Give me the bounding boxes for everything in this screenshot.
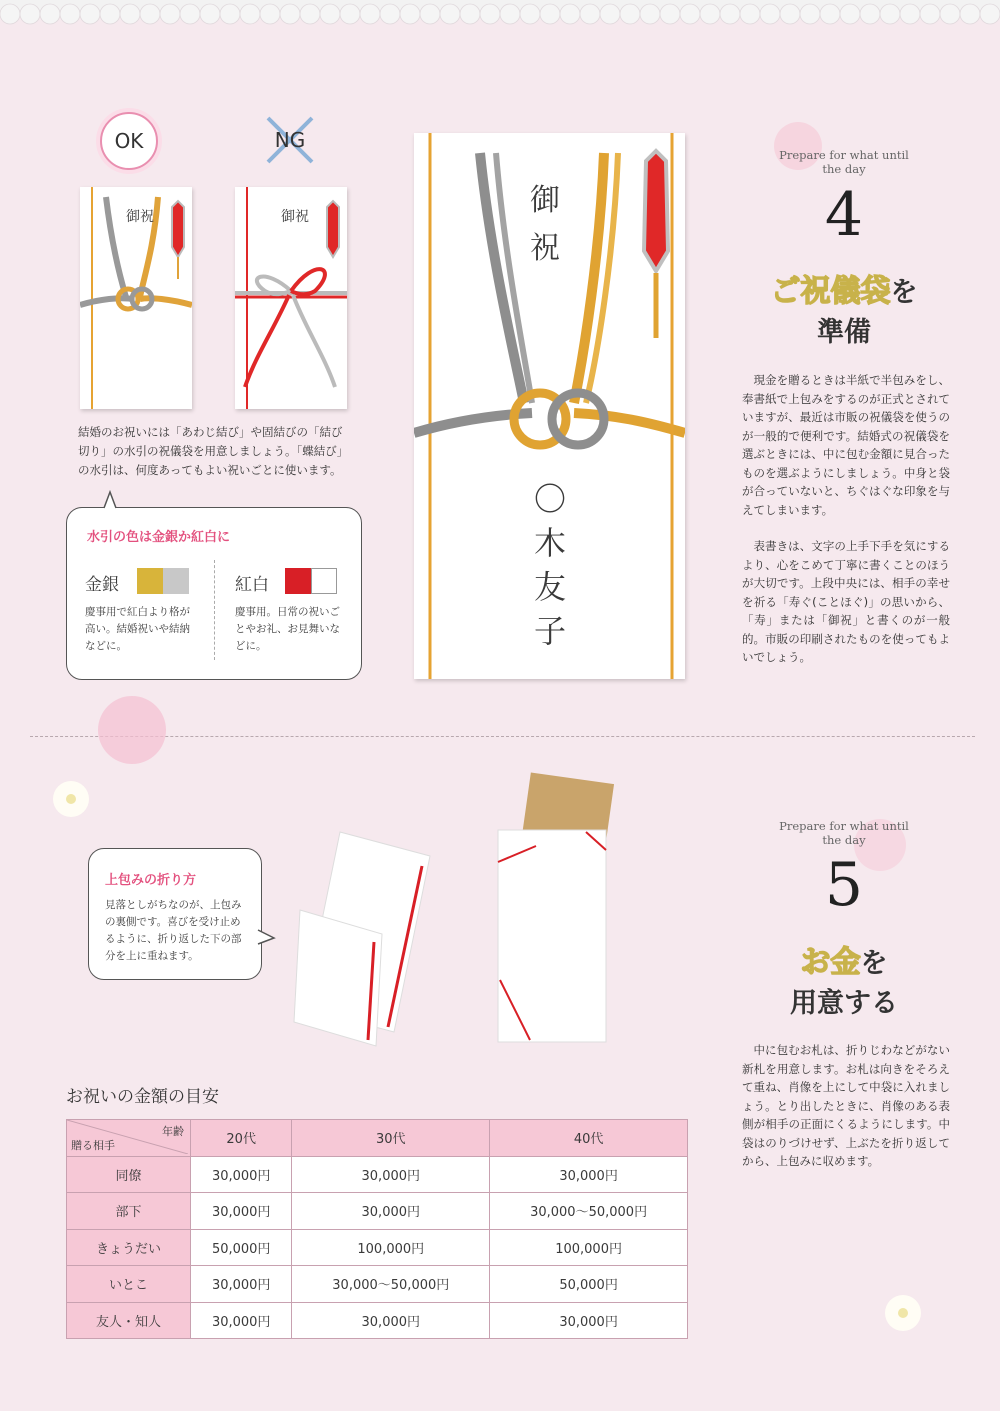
row-header: 友人・知人 — [67, 1302, 191, 1339]
table-cell: 30,000円 — [490, 1302, 688, 1339]
row-header: いとこ — [67, 1266, 191, 1303]
section4-body: 現金を贈るときは半紙で半包みをし、奉書紙で上包みをするのが正式とされていますが、最近は市販の祝儀袋を使うのが一般的で便利です。結婚式の祝儀袋を選ぶときには、中に包む金額に見合ったものを選ぶようにしましょう。中身と袋が合っていないと、ちぐはぐな印象を与えてしまいます。 — [742, 373, 950, 517]
white-swatch — [311, 568, 337, 594]
table-cell: 30,000〜50,000円 — [292, 1266, 490, 1303]
fold-method-bubble — [88, 848, 262, 980]
table-cell: 30,000〜50,000円 — [490, 1193, 688, 1230]
table-cell: 30,000円 — [490, 1156, 688, 1193]
silver-swatch — [163, 568, 189, 594]
large-envelope — [414, 133, 685, 679]
section5-number: 5 — [824, 850, 864, 920]
table-cell: 30,000円 — [292, 1193, 490, 1230]
water-cord-color-bubble — [66, 507, 362, 680]
red-white-desc: 慶事用。日常の祝いごとやお礼、お見舞いなどに。 — [235, 606, 340, 652]
envelope-title: 御 祝 — [530, 183, 560, 266]
section4-heading: ご祝儀袋を 準備 — [770, 274, 918, 348]
white-flower-decoration — [48, 776, 94, 822]
column-header: 40代 — [490, 1120, 688, 1157]
section4-prepare: Prepare for what until the day — [779, 148, 909, 176]
gold-silver-label: 金銀 — [85, 575, 119, 595]
gold-silver-desc: 慶事用で紅白より格が高い。結婚祝いや結納などに。 — [85, 606, 190, 652]
bubble-tail — [100, 490, 120, 510]
ok-card-text: 御祝 — [126, 209, 154, 225]
bubble-title: 水引の色は金銀か紅白に — [87, 530, 231, 545]
white-flower-decoration-2 — [880, 1290, 926, 1336]
table-header-row — [67, 1120, 688, 1157]
table-cell: 30,000円 — [292, 1302, 490, 1339]
ng-badge: NG — [262, 112, 318, 168]
table-cell: 30,000円 — [292, 1156, 490, 1193]
fold-bubble-title: 上包みの折り方 — [105, 873, 197, 888]
table-cell: 100,000円 — [292, 1229, 490, 1266]
hydrangea-decoration — [92, 690, 172, 770]
table-row — [67, 1302, 688, 1339]
folded-envelope-illustration — [290, 822, 440, 1052]
section4-body2: 表書きは、文字の上手下手を気にするより、心をこめて丁寧に書くことのほうが大切です。上段中央には、相手の幸せを祈る「寿ぐ(ことほぐ)」の思いから、「寿」または「御祝」と書くのが一般的。市販の印刷されたものを使ってもよいでしょう。 — [742, 539, 950, 664]
section5-heading: お金を 用意する — [790, 945, 898, 1019]
table-cell: 30,000円 — [191, 1156, 292, 1193]
row-header: 同僚 — [67, 1156, 191, 1193]
red-white-label: 紅白 — [235, 575, 269, 595]
table-cell: 30,000円 — [191, 1302, 292, 1339]
section5-prepare: Prepare for what until the day — [779, 819, 909, 847]
section4-number: 4 — [824, 180, 864, 250]
column-header: 20代 — [191, 1120, 292, 1157]
bubble-divider — [214, 560, 215, 660]
gold-swatch — [137, 568, 163, 594]
row-header: きょうだい — [67, 1229, 191, 1266]
table-cell: 30,000円 — [191, 1266, 292, 1303]
ok-badge: OK — [100, 112, 158, 170]
table-cell: 50,000円 — [490, 1266, 688, 1303]
table-corner-cell: 年齢 贈る相手 — [67, 1120, 191, 1157]
table-cell: 50,000円 — [191, 1229, 292, 1266]
table-row — [67, 1156, 688, 1193]
envelope-name: 〇 木 友 子 — [533, 480, 566, 650]
row-header: 部下 — [67, 1193, 191, 1230]
ok-envelope — [80, 187, 192, 409]
ng-envelope — [235, 187, 347, 409]
table-row — [67, 1266, 688, 1303]
red-swatch — [285, 568, 311, 594]
table-cell: 100,000円 — [490, 1229, 688, 1266]
money-envelope-illustration — [496, 770, 616, 1050]
ng-card-text: 御祝 — [281, 209, 309, 225]
lace-border — [0, 0, 1000, 28]
fold-bubble-tail — [256, 928, 276, 948]
table-cell: 30,000円 — [191, 1193, 292, 1230]
section5-body: 中に包むお札は、折りじわなどがない新札を用意します。お札は向きをそろえて重ね、肖像を上にして中袋に入れましょう。とり出したときに、肖像のある表側が相手の正面にくるようにします。中袋はのりづけせず、上ぶたを折り返してから、上包みに収めます。 — [742, 1043, 950, 1168]
table-row — [67, 1229, 688, 1266]
knot-caption: 結婚のお祝いには「あわじ結び」や固結びの「結び切り」の水引の祝儀袋を用意しましょう。「蝶結び」の水引は、何度あってもよい祝いごとに使います。 — [78, 425, 349, 477]
amount-table-title: お祝いの金額の目安 — [66, 1087, 219, 1107]
table-row — [67, 1193, 688, 1230]
amount-table — [66, 1119, 688, 1339]
fold-bubble-text: 見落としがちなのが、上包みの裏側です。喜びを受け止めるように、折り返した下の部分を上に重ねます。 — [105, 899, 242, 962]
column-header: 30代 — [292, 1120, 490, 1157]
